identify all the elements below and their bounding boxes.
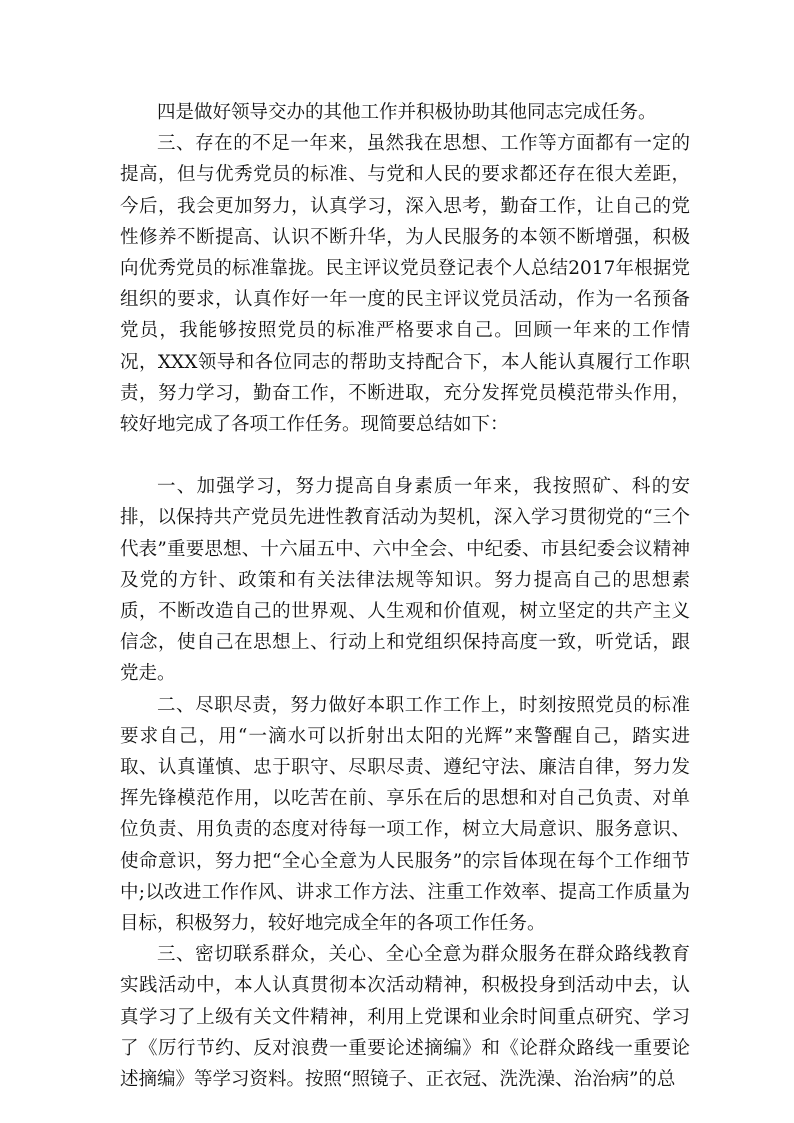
paragraph-spacer	[120, 440, 690, 471]
document-page	[120, 97, 690, 1095]
paragraph-shortcomings: 三、存在的不足一年来，虽然我在思想、工作等方面都有一定的提高，但与优秀党员的标准、与党和人民的要求都还存在很大差距，今后，我会更加努力，认真学习，深入思考，勤奋工作，让自己的党性修养不断提高、认识不断升华，为人民服务的本领不断增强，积极向优秀党员的标准靠拢。民主评议党员登记表个人总结2017年根据党组织的要求，认真作好一年一度的民主评议党员活动，作为一名预备党员，我能够按照党员的标准严格要求自己。回顾一年来的工作情况，XXX领导和各位同志的帮助支持配合下，本人能认真履行工作职责，努力学习，勤奋工作，不断进取，充分发挥党员模范带头作用，较好地完成了各项工作任务。现简要总结如下：	[120, 133, 690, 436]
paragraph-masses: 三、密切联系群众，关心、全心全意为群众服务在群众路线教育实践活动中，本人认真贯彻本次活动精神，积极投身到活动中去，认真学习了上级有关文件精神，利用上党课和业余时间重点研究、学习了《厉行节约、反对浪费一重要论述摘编》和《论群众路线一重要论述摘编》等学习资料。按照“照镜子、正衣冠、洗洗澡、治治病”的总	[120, 944, 690, 1091]
paragraph-other-tasks: 四是做好领导交办的其他工作并积极协助其他同志完成任务。	[157, 102, 657, 123]
paragraph-duty: 二、尽职尽责，努力做好本职工作工作上，时刻按照党员的标准要求自己，用“一滴水可以折射出太阳的光辉”来警醒自己，踏实进取、认真谨慎、忠于职守、尽职尽责、遵纪守法、廉洁自律，努力发挥先锋模范作用，以吃苦在前、享乐在后的思想和对自己负责、对单位负责、用负责的态度对待每一项工作，树立大局意识、服务意识、使命意识，努力把“全心全意为人民服务”的宗旨体现在每个工作细节中;以改进工作作风、讲求工作方法、注重工作效率、提高工作质量为目标，积极努力，较好地完成全年的各项工作任务。	[120, 694, 690, 935]
paragraph-study: 一、加强学习，努力提高自身素质一年来，我按照矿、科的安排，以保持共产党员先进性教育活动为契机，深入学习贯彻党的“三个代表”重要思想、十六届五中、六中全会、中纪委、市县纪委会议精神及党的方针、政策和有关法律法规等知识。努力提高自己的思想素质，不断改造自己的世界观、人生观和价值观，树立坚定的共产主义信念，使自己在思想上、行动上和党组织保持高度一致，听党话，跟党走。	[120, 476, 690, 685]
